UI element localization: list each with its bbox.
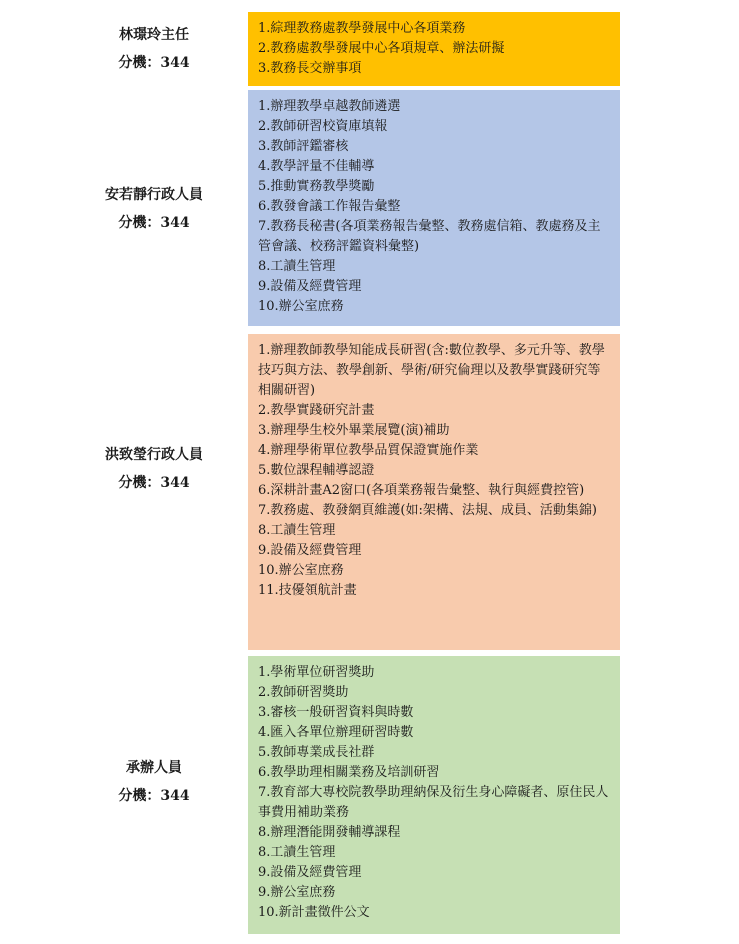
duty-item: 1.辦理教師教學知能成長研習(含:數位教學、多元升等、教學技巧與方法、教學創新、學術/研究倫理以及教學實踐研究等相關研習) [258, 343, 605, 398]
duty-item: 10.辦公室庶務 [258, 563, 344, 578]
duty-item: 7.教育部大專校院教學助理納保及衍生身心障礙者、原住民人事費用補助業務 [258, 785, 609, 820]
duty-item: 2.教學實踐研究計畫 [258, 403, 375, 418]
staff-extension: 分機：344 [118, 55, 190, 71]
duty-item: 10.新計畫徵件公文 [258, 905, 370, 920]
duty-item: 5.數位課程輔導認證 [258, 463, 375, 478]
duty-item: 8.工讀生管理 [258, 845, 336, 860]
staff-extension: 分機：344 [118, 788, 190, 804]
duty-item: 6.深耕計畫A2窗口(各項業務報告彙整、執行與經費控管) [258, 483, 585, 498]
staff-extension: 分機：344 [118, 475, 190, 491]
staff-name: 林璟玲主任 [119, 27, 189, 43]
duty-item: 9.設備及經費管理 [258, 865, 362, 880]
duties-box [248, 656, 620, 934]
duty-item: 4.辦理學術單位教學品質保證實施作業 [258, 443, 479, 458]
staff-row-an [0, 90, 739, 326]
duty-item: 8.工讀生管理 [258, 259, 336, 274]
duty-item: 10.辦公室庶務 [258, 299, 344, 314]
duty-item: 7.教務長秘書(各項業務報告彙整、教務處信箱、教處務及主管會議、校務評鑑資料彙整) [258, 219, 601, 254]
duty-item: 1.綜理教務處教學發展中心各項業務 [258, 21, 466, 36]
duty-item: 2.教師研習獎助 [258, 685, 349, 700]
duties-box [248, 90, 620, 326]
duty-item: 6.教學助理相關業務及培訓研習 [258, 765, 440, 780]
staff-person [60, 441, 248, 497]
duty-item: 3.教師評鑑審核 [258, 139, 349, 154]
duty-item: 9.設備及經費管理 [258, 543, 362, 558]
duty-item: 11.技優領航計畫 [258, 583, 357, 598]
duty-item: 2.教務處教學發展中心各項規章、辦法研擬 [258, 41, 505, 56]
duty-item: 3.審核一般研習資料與時數 [258, 705, 414, 720]
staff-extension: 分機：344 [118, 215, 190, 231]
duties-box [248, 12, 620, 86]
duty-item: 7.教務處、教發網頁維護(如:架構、法規、成員、活動集錦) [258, 503, 597, 518]
staff-person [60, 21, 248, 77]
staff-row-hung [0, 334, 739, 650]
duty-item: 3.辦理學生校外畢業展覽(演)補助 [258, 423, 450, 438]
duty-item: 5.教師專業成長社群 [258, 745, 375, 760]
staff-name: 洪致瑩行政人員 [105, 447, 203, 463]
staff-name: 安若靜行政人員 [105, 187, 203, 203]
duty-item: 9.辦公室庶務 [258, 885, 336, 900]
duties-box [248, 334, 620, 650]
duty-item: 1.辦理教學卓越教師遴選 [258, 99, 401, 114]
duty-item: 8.辦理潛能開發輔導課程 [258, 825, 401, 840]
duty-item: 9.設備及經費管理 [258, 279, 362, 294]
duty-item: 3.教務長交辦事項 [258, 61, 362, 76]
duty-item: 1.學術單位研習獎助 [258, 665, 375, 680]
duty-item: 2.教師研習校資庫填報 [258, 119, 388, 134]
duty-item: 8.工讀生管理 [258, 523, 336, 538]
staff-row-handler [0, 656, 739, 934]
duty-item: 4.教學評量不佳輔導 [258, 159, 375, 174]
staff-name: 承辦人員 [126, 760, 182, 776]
staff-person [60, 181, 248, 237]
duty-item: 4.匯入各單位辦理研習時數 [258, 725, 414, 740]
duty-item: 5.推動實務教學獎勵 [258, 179, 375, 194]
staff-row-director [0, 12, 739, 86]
staff-person [60, 754, 248, 810]
duty-item: 6.教發會議工作報告彙整 [258, 199, 401, 214]
